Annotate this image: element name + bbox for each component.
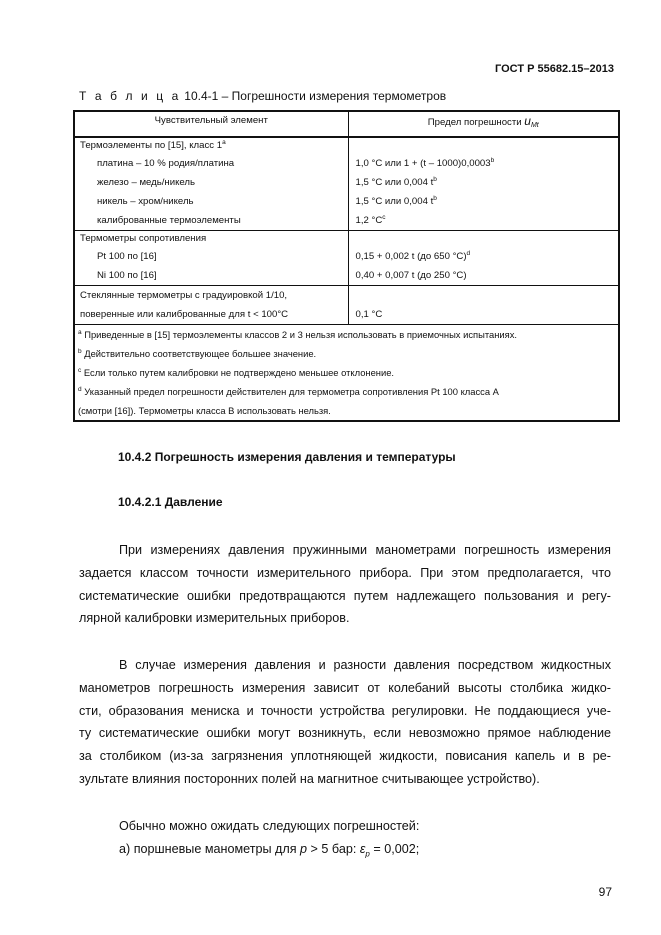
text-line: за столбиком (из-за загрязнения уплотняющей жидкости, повисания капель и в ре- xyxy=(79,749,611,764)
text-line: задается классом точности измерительного прибора. При этом предполагается, что xyxy=(79,565,611,580)
col-header-limit: Предел погрешности $u_{Mt}$ xyxy=(348,111,619,137)
value-cell: 1,5 °С или 0,004 $t^b$ xyxy=(355,176,437,188)
error-table xyxy=(73,110,620,422)
paragraph-expected-errors xyxy=(79,815,611,866)
table-caption xyxy=(79,89,446,103)
group-values xyxy=(348,286,619,325)
text-line: При измерениях давления пружинными манометрами погрешность измерения xyxy=(119,543,611,557)
footnotes-cell xyxy=(74,325,619,422)
value-cell: 0,40 + 0,007 t (до 250 °С) xyxy=(355,270,467,281)
col-header-element: Чувствительный элемент xyxy=(154,115,268,126)
group-values xyxy=(348,231,619,286)
footnote-d-continued: (смотри [16]). Термометры класса В использовать нельзя. xyxy=(78,405,331,416)
text-line: сти, образования мениска и точности устройства регулировки. Не поддающиеся уче- xyxy=(79,703,611,718)
group-cell xyxy=(74,286,348,325)
table-row: Pt 100 по [16] xyxy=(97,251,157,262)
value-cell: 1,5 °С или 0,004 $t^b$ xyxy=(355,195,437,207)
table-row: платина – 10 % родия/платина xyxy=(97,158,235,169)
table-row: железо – медь/никель xyxy=(97,177,196,188)
list-item: а) поршневые манометры для p > 5 бар: $\varepsilon_p = 0,002$; xyxy=(119,841,420,859)
value-cell: 0,1 °С xyxy=(355,309,383,320)
caption-text: 10.4-1 – Погрешности измерения термометров xyxy=(180,89,447,103)
footnote-d: $^d$ Указанный предел погрешности действителен для термометра сопротивления Pt 100 класса А xyxy=(78,386,499,397)
table-header-row xyxy=(74,111,619,137)
group-title: Термоэлементы по [15], класс 1$^a$ xyxy=(80,139,226,151)
table-row: поверенные или калиброванные для t < 100°С xyxy=(80,309,289,320)
text-line: манометров погрешность измерения зависит от колебаний высоты столбика жидко- xyxy=(79,680,611,695)
group-cell xyxy=(74,137,348,231)
paragraph-liquid-manometers xyxy=(79,654,611,791)
value-cell: 1,2 $^\circ С^c$ xyxy=(355,214,386,226)
subsection-heading: 10.4.2.1 Давление xyxy=(118,495,223,509)
group-title: Термометры сопротивления xyxy=(80,233,207,244)
text-line: ту систематические ошибки могут возникнуть, если невозможно прямое наблюдение xyxy=(79,726,611,741)
text-line: лярной калибровки измерительных приборов. xyxy=(79,611,350,626)
section-heading: 10.4.2 Погрешность измерения давления и температуры xyxy=(118,450,456,464)
footnote-a: $^a$ Приведенные в [15] термоэлементы классов 2 и 3 нельзя использовать в приемочных испытаниях. xyxy=(78,329,518,340)
table-group-thermocouples xyxy=(74,137,619,231)
text-line: Обычно можно ожидать следующих погрешностей: xyxy=(119,819,420,833)
table-row: никель – хром/никель xyxy=(97,196,194,207)
table-group-resistance xyxy=(74,231,619,286)
text-line: зультате влияния посторонних полей на магнитное считывающее устройство). xyxy=(79,771,540,786)
group-cell xyxy=(74,231,348,286)
table-group-glass xyxy=(74,286,619,325)
caption-label: Т а б л и ц а xyxy=(79,89,181,103)
table-row: Ni 100 по [16] xyxy=(97,270,157,281)
u-symbol: $u_{Mt}$ xyxy=(524,114,539,129)
group-values xyxy=(348,137,619,231)
value-cell: 1,0 °С или 1 + (t – 1000)0,0003$^b$ xyxy=(355,157,495,169)
page-number: 97 xyxy=(598,885,612,899)
table-row: калиброванные термоэлементы xyxy=(97,215,241,226)
document-header: ГОСТ Р 55682.15–2013 xyxy=(495,63,614,75)
value-cell: 0,15 + 0,002 t (до 650 °С)$^d$ xyxy=(355,250,471,262)
text-line: В случае измерения давления и разности давления посредством жидкостных xyxy=(119,658,611,672)
text-line: систематические ошибки предотвращаются путем надлежащего пользования и регу- xyxy=(79,588,611,603)
table-footnotes xyxy=(74,325,619,422)
paragraph-spring-gauges xyxy=(79,539,611,630)
table-row: Стеклянные термометры с градуировкой 1/10, xyxy=(80,290,288,301)
footnote-b: $^b$ Действительно соответствующее большее значение. xyxy=(78,348,317,359)
footnote-c: $^c$ Если только путем калибровки не подтверждено меньшее отклонение. xyxy=(78,367,395,378)
